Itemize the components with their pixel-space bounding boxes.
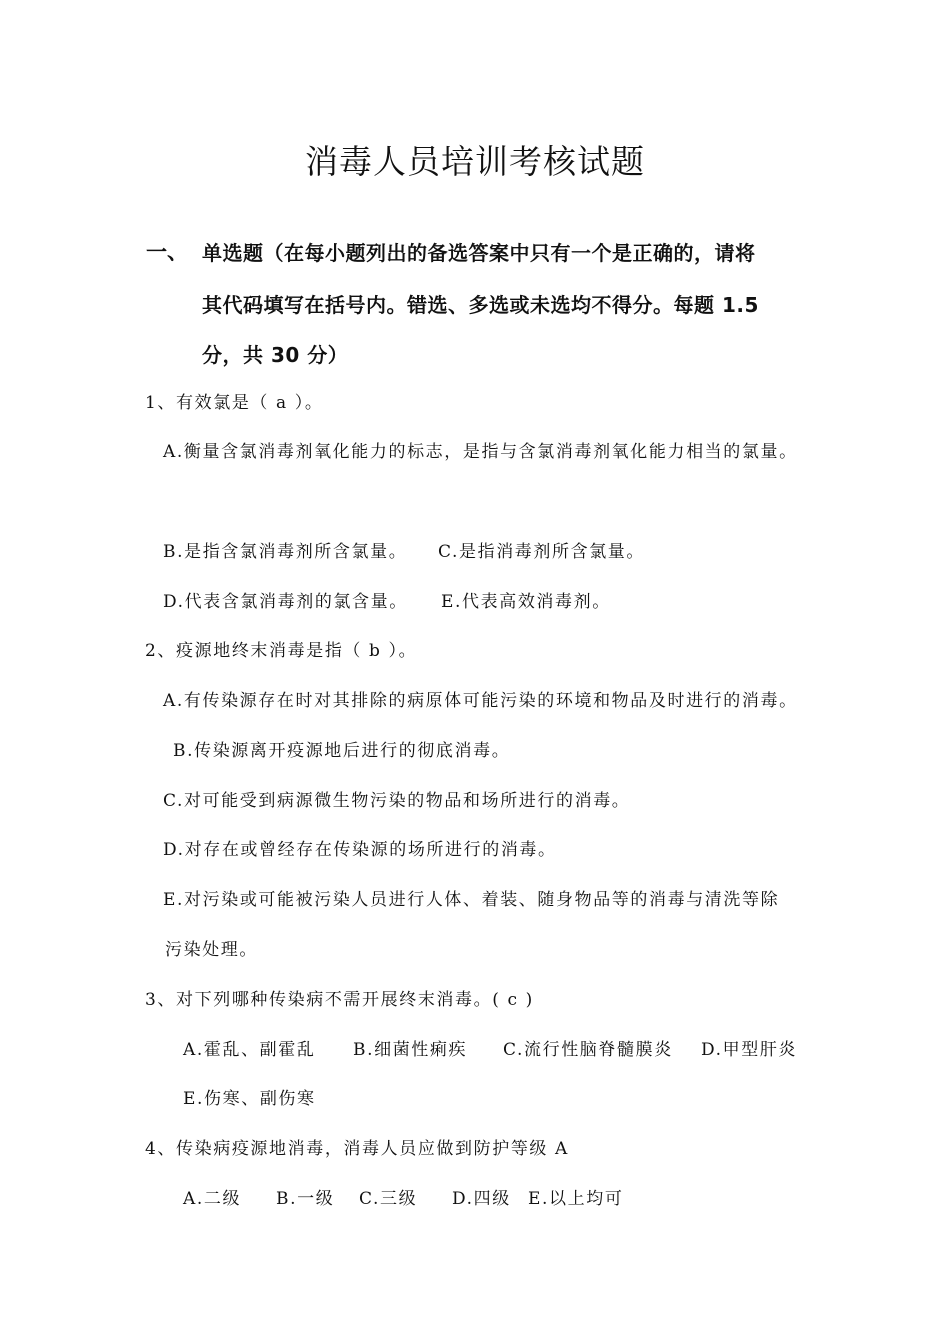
question-2-option-c: C.对可能受到病源微生物污染的物品和场所进行的消毒。	[163, 791, 631, 811]
question-2-option-e-continued: 污染处理。	[165, 940, 258, 960]
question-1-option-a: A.衡量含氯消毒剂氧化能力的标志，是指与含氯消毒剂氧化能力相当的氯量。	[163, 442, 798, 462]
section-number: 一、	[146, 240, 188, 264]
question-1-stem: 1、有效氯是（ a ）。	[145, 393, 324, 413]
page-title: 消毒人员培训考核试题	[305, 142, 645, 181]
question-3-option-c: C.流行性脑脊髓膜炎	[503, 1040, 673, 1060]
section-heading-line-2: 其代码填写在括号内。错选、多选或未选均不得分。每题 1.5	[202, 293, 759, 317]
question-3-option-a: A.霍乱、副霍乱	[183, 1040, 316, 1060]
question-4-option-a: A.二级	[183, 1189, 242, 1209]
question-4-option-e: E.以上均可	[528, 1189, 624, 1209]
section-heading-line-3: 分，共 30 分）	[202, 343, 349, 367]
question-4-option-c: C.三级	[359, 1189, 418, 1209]
question-2-option-d: D.对存在或曾经存在传染源的场所进行的消毒。	[163, 840, 557, 860]
question-1-option-d: D.代表含氯消毒剂的氯含量。	[163, 592, 408, 612]
question-2-option-e: E.对污染或可能被污染人员进行人体、着装、随身物品等的消毒与清洗等除	[163, 890, 780, 910]
question-2-option-a: A.有传染源存在时对其排除的病原体可能污染的环境和物品及时进行的消毒。	[163, 691, 798, 711]
question-4-option-d: D.四级	[452, 1189, 511, 1209]
question-1-option-c: C.是指消毒剂所含氯量。	[438, 542, 646, 562]
question-3-option-d: D.甲型肝炎	[701, 1040, 798, 1060]
question-3-option-b: B.细菌性痢疾	[353, 1040, 468, 1060]
question-2-option-b: B.传染源离开疫源地后进行的彻底消毒。	[173, 741, 511, 761]
question-1-option-e: E.代表高效消毒剂。	[441, 592, 611, 612]
question-1-option-b: B.是指含氯消毒剂所含氯量。	[163, 542, 408, 562]
section-heading-line-1: 单选题（在每小题列出的备选答案中只有一个是正确的，请将	[202, 241, 756, 265]
question-4-option-b: B.一级	[276, 1189, 335, 1209]
question-3-stem: 3、对下列哪种传染病不需开展终末消毒。( c )	[145, 990, 534, 1010]
question-4-stem: 4、传染病疫源地消毒，消毒人员应做到防护等级 A	[145, 1139, 569, 1159]
question-2-stem: 2、疫源地终末消毒是指（ b ）。	[145, 641, 418, 661]
question-3-option-e: E.伤寒、副伤寒	[183, 1089, 316, 1109]
